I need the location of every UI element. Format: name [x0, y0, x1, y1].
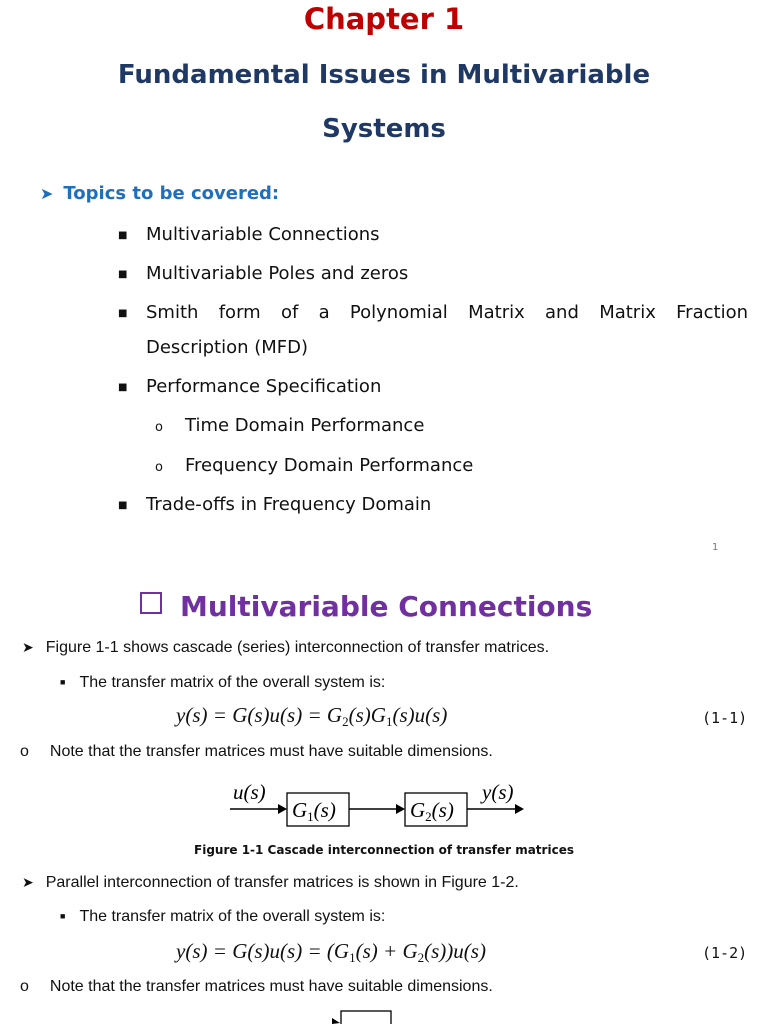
arrowhead-icon	[278, 804, 287, 814]
note-text: Note that the transfer matrices must have suitable dimensions.	[49, 978, 493, 995]
topics-heading	[40, 183, 279, 204]
arrow-bullet-icon: ➤	[22, 874, 34, 890]
equation-1-1: $y(s) = G(s)u(s) = G_2(s)G_1(s)u(s)$	[176, 703, 448, 729]
topic-item	[118, 302, 146, 323]
square-bullet-icon: ■	[60, 677, 66, 687]
page-number: 1	[712, 542, 719, 553]
paragraph-text: The transfer matrix of the overall system is:	[79, 674, 386, 691]
topic-label: Trade-offs in Frequency Domain	[146, 494, 432, 515]
note-dimensions-1	[20, 743, 493, 761]
chapter-title-line2: Systems	[322, 114, 446, 144]
checkbox-bullet-icon	[140, 592, 162, 614]
square-bullet-icon: ■	[118, 499, 128, 511]
circle-bullet-icon: o	[20, 743, 29, 760]
topic-item	[118, 224, 380, 245]
topic-item	[118, 376, 381, 397]
paragraph-cascade	[22, 639, 549, 657]
arrow-bullet-icon: ➤	[22, 639, 34, 655]
section-heading	[140, 590, 592, 623]
equation-number-1-1: (1-1)	[702, 709, 748, 727]
chapter-heading: Chapter 1	[303, 2, 465, 36]
chapter-title-line1: Fundamental Issues in Multivariable	[117, 60, 651, 90]
paragraph-parallel	[22, 874, 519, 892]
subtopic-item	[155, 455, 473, 476]
paragraph-parallel-sub	[60, 908, 385, 926]
topic-label: Multivariable Connections	[146, 224, 380, 245]
topic-label-line2: Description (MFD)	[146, 337, 309, 358]
circle-bullet-icon: o	[155, 460, 163, 475]
subtopic-item	[155, 415, 424, 436]
output-label: y(s)	[482, 780, 514, 804]
topics-heading-text: Topics to be covered:	[63, 183, 280, 204]
paragraph-cascade-sub	[60, 674, 385, 692]
circle-bullet-icon: o	[20, 978, 29, 995]
paragraph-text: Parallel interconnection of transfer matrices is shown in Figure 1-2.	[45, 874, 519, 891]
square-bullet-icon: ■	[60, 911, 66, 921]
topic-item	[118, 494, 431, 515]
arrow-bullet-icon: ➤	[40, 184, 54, 203]
arrowhead-icon	[396, 804, 405, 814]
input-label: u(s)	[233, 780, 266, 804]
square-bullet-icon: ■	[118, 268, 128, 280]
section-heading-text: Multivariable Connections	[180, 590, 593, 623]
block-partial	[341, 1011, 391, 1024]
subtopic-label: Time Domain Performance	[185, 415, 425, 436]
note-dimensions-2	[20, 978, 493, 996]
arrowhead-icon	[332, 1018, 340, 1024]
square-bullet-icon: ■	[118, 229, 128, 241]
square-bullet-icon: ■	[118, 381, 128, 393]
topic-label: Performance Specification	[146, 376, 382, 397]
equation-number-1-2: (1-2)	[702, 944, 748, 962]
arrowhead-icon	[515, 804, 524, 814]
paragraph-text: Figure 1-1 shows cascade (series) interconnection of transfer matrices.	[45, 639, 550, 656]
cascade-block-diagram	[220, 775, 540, 835]
block-g2-label: G2(s)	[410, 798, 454, 824]
parallel-diagram-partial	[320, 1006, 400, 1024]
square-bullet-icon: ■	[118, 307, 128, 319]
topic-label: Multivariable Poles and zeros	[146, 263, 409, 284]
note-text: Note that the transfer matrices must have suitable dimensions.	[49, 743, 493, 760]
figure-1-1-caption: Figure 1-1 Cascade interconnection of transfer matrices	[194, 843, 574, 857]
topic-item	[118, 263, 408, 284]
subtopic-label: Frequency Domain Performance	[185, 455, 474, 476]
paragraph-text: The transfer matrix of the overall system is:	[79, 908, 386, 925]
topic-label-line1: Smith form of a Polynomial Matrix and Matrix Fraction	[146, 302, 748, 323]
block-g1-label: G1(s)	[292, 798, 336, 824]
equation-1-2: $y(s) = G(s)u(s) = (G_1(s) + G_2(s))u(s)$	[176, 939, 486, 965]
circle-bullet-icon: o	[155, 420, 163, 435]
